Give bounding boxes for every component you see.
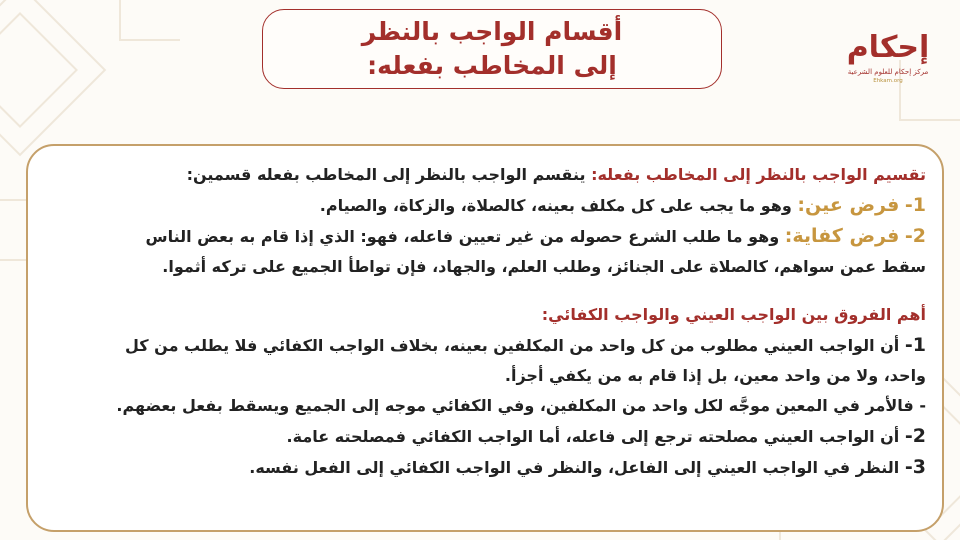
item2-number: 2- [904, 225, 926, 247]
content-box [26, 144, 944, 532]
title-box [262, 9, 722, 89]
item2-term: فرض كفاية: [784, 225, 900, 247]
content-text [46, 160, 926, 483]
difference2-number: 2- [904, 425, 926, 447]
difference1 [46, 330, 926, 361]
item1-term: فرض عين: [797, 194, 900, 216]
section1-heading: تقسيم الواجب بالنظر إلى المخاطب بفعله: [591, 165, 926, 184]
item1 [46, 190, 926, 221]
difference1-text: أن الواجب العيني مطلوب من كل واحد من المكلفين بعينه، بخلاف الواجب الكفائي فلا يطلب من كل [125, 336, 900, 355]
title-line-2: إلى المخاطب بفعله: [367, 51, 617, 80]
logo-name: إحكام [846, 30, 930, 65]
item2 [46, 221, 926, 252]
difference1-number: 1- [904, 334, 926, 356]
section-gap [46, 282, 926, 300]
section1-intro [46, 160, 926, 190]
ehkam-logo [838, 26, 938, 92]
item1-text: وهو ما يجب على كل مكلف بعينه، كالصلاة، والزكاة، والصيام. [319, 196, 792, 215]
item1-number: 1- [904, 194, 926, 216]
difference2-text: أن الواجب العيني مصلحته ترجع إلى فاعله، أما الواجب الكفائي فمصلحته عامة. [286, 427, 900, 446]
item2-text: وهو ما طلب الشرع حصوله من غير تعيين فاعله، فهو: الذي إذا قام به بعض الناس [145, 227, 780, 246]
difference3-number: 3- [904, 456, 926, 478]
section1-intro-text: ينقسم الواجب بالنظر إلى المخاطب بفعله قسمين: [186, 165, 586, 184]
logo-subtitle: مركز إحكام للعلوم الشرعية [847, 68, 929, 76]
difference1-note: - فالأمر في المعين موجَّه لكل واحد من المكلفين، وفي الكفائي موجه إلى الجميع ويسقط بفعل بعضهم. [116, 396, 926, 415]
difference3 [46, 452, 926, 483]
title-line-1: أقسام الواجب بالنظر [361, 17, 623, 46]
section2-heading: أهم الفروق بين الواجب العيني والواجب الكفائي: [541, 305, 926, 324]
difference2 [46, 421, 926, 452]
item2-continuation: سقط عمن سواهم، كالصلاة على الجنائز، وطلب العلم، والجهاد، فإن تواطأ الجميع على تركه أثموا. [162, 257, 926, 276]
difference3-text: النظر في الواجب العيني إلى الفاعل، والنظر في الواجب الكفائي إلى الفعل نفسه. [249, 458, 900, 477]
logo-url: Ehkam.org [873, 78, 903, 84]
difference1-continuation: واحد، ولا من واحد معين، بل إذا قام به من يكفي أجزأ. [504, 366, 926, 385]
